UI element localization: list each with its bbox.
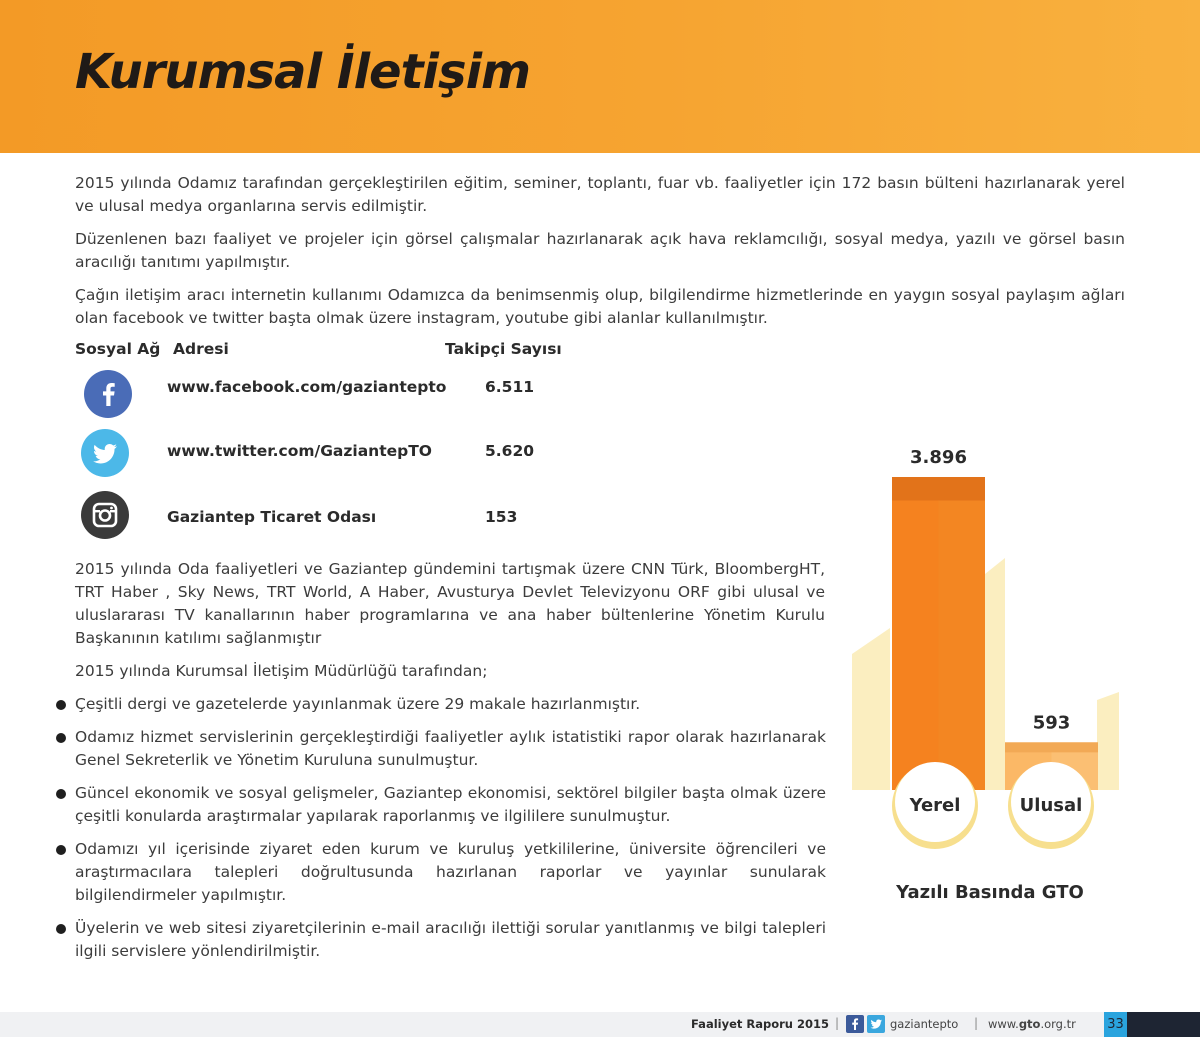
bullet-icon bbox=[56, 733, 66, 743]
facebook-address: www.facebook.com/gaziantepto bbox=[167, 378, 447, 396]
footer-separator: | bbox=[835, 1016, 840, 1030]
footer-social-handle: gaziantepto bbox=[890, 1017, 959, 1031]
list-item: Odamız hizmet servislerinin gerçekleştirdiği faaliyetler aylık istatistiki rapor olarak hazırlanarak Genel Sekreterlik ve Yönetim Kuruluna sunulmuştur. bbox=[55, 726, 826, 772]
twitter-icon bbox=[867, 1015, 885, 1033]
page-title: Kurumsal İletişim bbox=[75, 44, 531, 100]
chart-value-label: 593 bbox=[1032, 712, 1071, 734]
instagram-icon bbox=[81, 491, 129, 539]
chart-backdrop-left bbox=[852, 628, 890, 790]
chart-bar-yerel bbox=[892, 477, 985, 790]
footer-report-title: Faaliyet Raporu 2015 bbox=[691, 1017, 829, 1031]
twitter-icon bbox=[81, 429, 129, 477]
footer-separator-2: | bbox=[974, 1016, 979, 1030]
footer-website[interactable]: www.gto.org.tr bbox=[988, 1017, 1076, 1031]
header-address: Adresi bbox=[173, 340, 229, 358]
list-item: Çeşitli dergi ve gazetelerde yayınlanmak üzere 29 makale hazırlanmıştır. bbox=[55, 693, 826, 716]
bullet-icon bbox=[56, 789, 66, 799]
department-intro: 2015 yılında Kurumsal İletişim Müdürlüğü tarafından; bbox=[75, 662, 488, 680]
instagram-address: Gaziantep Ticaret Odası bbox=[167, 508, 377, 526]
chart-title: Yazılı Basında GTO bbox=[896, 882, 1084, 903]
chart-backdrop-right bbox=[1097, 692, 1119, 790]
bullet-icon bbox=[56, 924, 66, 934]
chart-value-label: 3.896 bbox=[910, 447, 967, 468]
bullet-icon bbox=[56, 700, 66, 710]
intro-paragraph-1: 2015 yılında Odamız tarafından gerçekleştirilen eğitim, seminer, toplantı, fuar vb. faaliyetler için 172 basın bülteni hazırlanarak yerel ve ulusal medya organlarına servis edilmiştir. bbox=[75, 174, 1125, 215]
tv-paragraph: 2015 yılında Oda faaliyetleri ve Gaziantep gündemini tartışmak üzere CNN Türk, BloombergHT, TRT Haber , Sky News, TRT World, A Haber, Avusturya Devlet Televizyonu ORF gibi ulusal ve uluslararası TV kanallarının haber programlarına ve ana haber bültenlerine Yönetim Kurulu Başkanının katılımı sağlanmıştır bbox=[75, 560, 825, 647]
facebook-icon bbox=[846, 1015, 864, 1033]
list-item: Güncel ekonomik ve sosyal gelişmeler, Gaziantep ekonomisi, sektörel bilgiler başta olmak üzere çeşitli konularda araştırmalar yapılarak raporlanmış ve ilgililere sunulmuştur. bbox=[55, 782, 826, 828]
intro-paragraph-2: Düzenlenen bazı faaliyet ve projeler için görsel çalışmalar hazırlanarak açık hava reklamcılığı, sosyal medya, yazılı ve görsel basın aracılığı tanıtımı yapılmıştır. bbox=[75, 230, 1125, 271]
header-network: Sosyal Ağ bbox=[75, 340, 161, 358]
list-item: Üyelerin ve web sitesi ziyaretçilerinin e-mail aracılığı ilettiği sorular yanıtlanmış ve bilgi talepleri ilgili servislere yönlendirilmiştir. bbox=[55, 917, 826, 963]
list-item: Odamızı yıl içerisinde ziyaret eden kurum ve kuruluş yetkililerine, üniversite öğrencileri ve araştırmacılara talepleri doğrultusunda hazırlanan raporlar ve yayınlar sunularak bilgilendirmeler yapılmıştır. bbox=[55, 838, 826, 907]
footer-accent bbox=[1127, 1012, 1200, 1037]
activities-list bbox=[55, 693, 826, 973]
intro-paragraph-3: Çağın iletişim aracı internetin kullanımı Odamızca da benimsenmiş olup, bilgilendirme hizmetlerinde en yaygın sosyal paylaşım ağları olan facebook ve twitter başta olmak üzere instagram, youtube gibi alanlar kullanılmıştır. bbox=[75, 286, 1125, 327]
chart-category-label: Ulusal bbox=[1019, 795, 1083, 816]
chart-category-label: Yerel bbox=[909, 795, 961, 816]
page-number: 33 bbox=[1104, 1012, 1127, 1037]
instagram-followers: 153 bbox=[485, 508, 518, 526]
twitter-address: www.twitter.com/GaziantepTO bbox=[167, 442, 432, 460]
twitter-followers: 5.620 bbox=[485, 442, 535, 460]
facebook-icon bbox=[84, 370, 132, 418]
facebook-followers: 6.511 bbox=[485, 378, 535, 396]
header-followers: Takipçi Sayısı bbox=[445, 340, 562, 358]
bullet-icon bbox=[56, 845, 66, 855]
press-chart bbox=[845, 440, 1135, 920]
chart-backdrop-mid bbox=[985, 558, 1005, 790]
